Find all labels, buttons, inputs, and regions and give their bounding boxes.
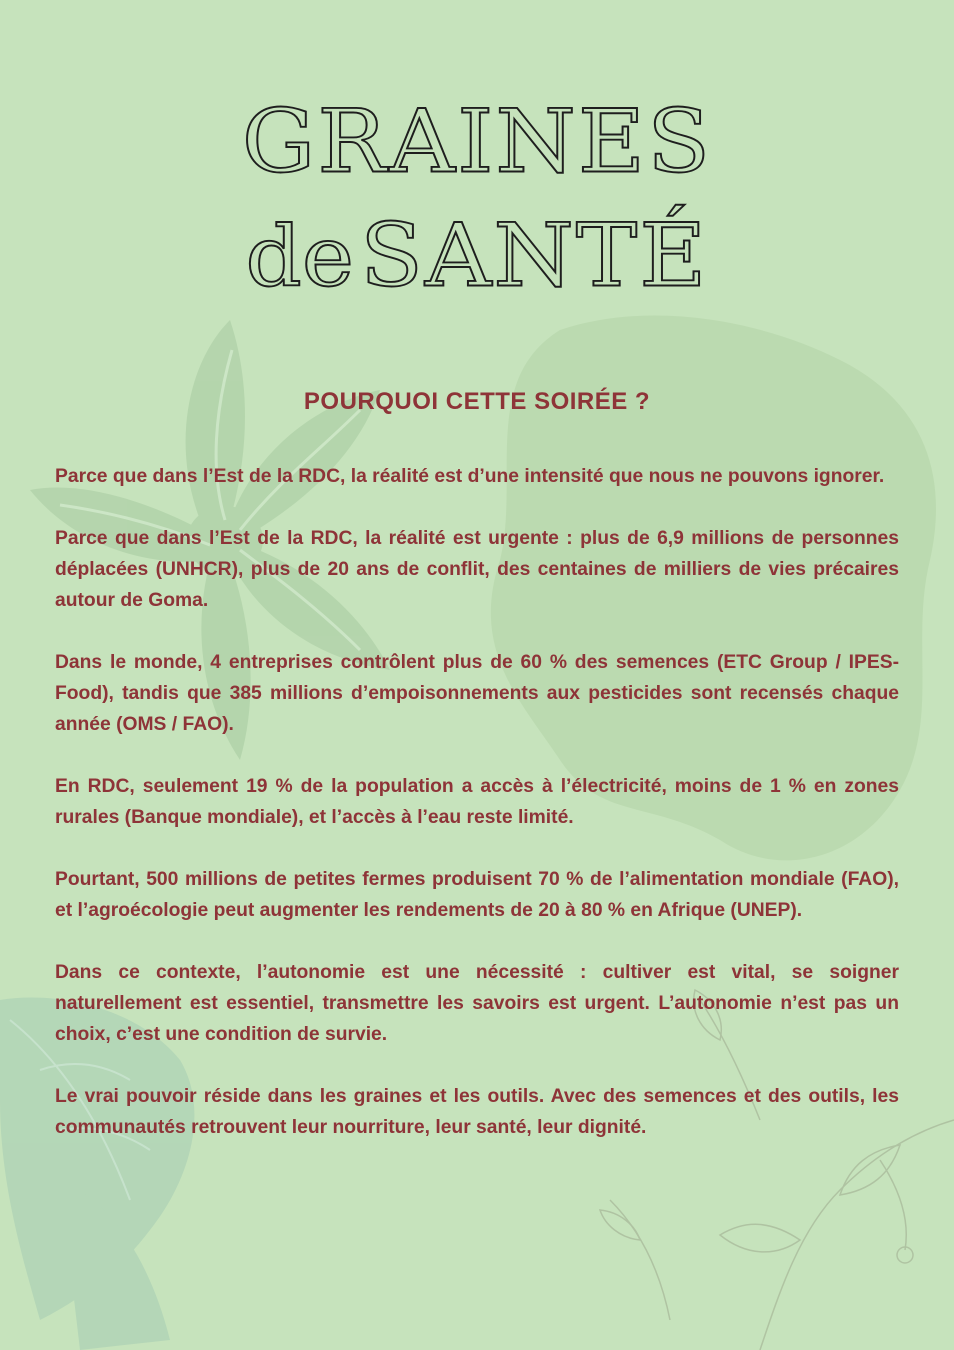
paragraph-4: En RDC, seulement 19 % de la population a accès à l’électricité, moins de 1 % en zones rurales (Banque mondiale), et l’accès à l’eau reste limité. — [55, 776, 899, 828]
logo-graines-de-sante — [0, 90, 954, 307]
page-heading: POURQUOI CETTE SOIRÉE ? — [303, 388, 651, 415]
paragraph-5: Pourtant, 500 millions de petites fermes produisent 70 % de l’alimentation mondiale (FAO), et l’agroécologie peut augmenter les rendements de 20 à 80 % en Afrique (UNEP). — [55, 869, 899, 921]
paragraph-3: Dans le monde, 4 entreprises contrôlent plus de 60 % des semences (ETC Group / IPES-Food), tandis que 385 millions d’empoisonnements aux pesticides sont recensés chaque année (OMS / FAO). — [55, 652, 899, 735]
logo-line-de-sante — [0, 204, 954, 307]
logo-word-de: de — [245, 207, 354, 306]
paragraph-2: Parce que dans l’Est de la RDC, la réalité est urgente : plus de 6,9 millions de personnes déplacées (UNHCR), plus de 20 ans de conflit, des centaines de milliers de vies précaires autour de Goma. — [55, 528, 899, 611]
paragraph-7: Le vrai pouvoir réside dans les graines et les outils. Avec des semences et des outils, les communautés retrouvent leur nourriture, leur santé, leur dignité. — [55, 1086, 899, 1138]
logo-line-graines: GRAINES — [241, 90, 713, 193]
body-text — [55, 461, 899, 1174]
logo-word-sante: SANTÉ — [359, 204, 709, 307]
paragraph-6: Dans ce contexte, l’autonomie est une nécessité : cultiver est vital, se soigner naturellement est essentiel, transmettre les savoirs est urgent. L’autonomie n’est pas un choix, c’est une condition de survie. — [55, 962, 899, 1045]
paragraph-1: Parce que dans l’Est de la RDC, la réalité est d’une intensité que nous ne pouvons ignorer. — [55, 466, 885, 487]
